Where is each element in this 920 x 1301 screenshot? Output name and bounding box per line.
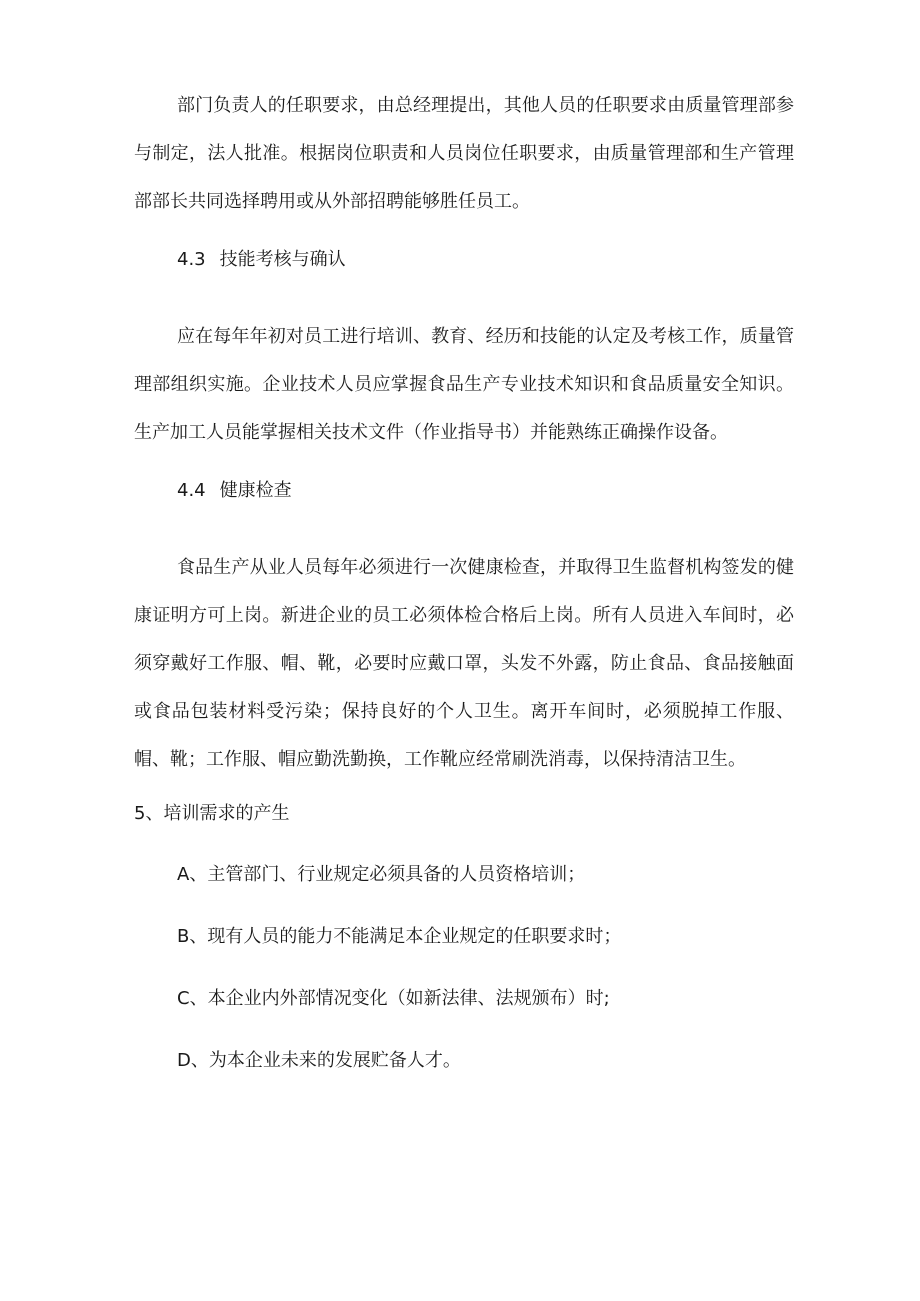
heading-4-3-title: 技能考核与确认 [219,249,346,270]
heading-5: 5、培训需求的产生 [134,803,290,824]
heading-4-4-number: 4.4 [177,480,206,501]
paragraph-health-check: 食品生产从业人员每年必须进行一次健康检查，并取得卫生监督机构签发的健康证明方可上岗。新进企业的员工必须体检合格后上岗。所有人员进入车间时，必须穿戴好工作服、帽、靴，必要时应戴口罩，头发不外露，防止食品、食品接触面或食品包装材料受污染；保持良好的个人卫生。离开车间时，必须脱掉工作服、帽、靴；工作服、帽应勤洗勤换，工作靴应经常刷洗消毒，以保持清洁卫生。 [134,557,794,770]
heading-4-4 [177,477,292,505]
paragraph-job-requirements: 部门负责人的任职要求，由总经理提出，其他人员的任职要求由质量管理部参与制定，法人批准。根据岗位职责和人员岗位任职要求，由质量管理部和生产管理部部长共同选择聘用或从外部招聘能够胜任员工。 [134,95,794,212]
paragraph-skill-assessment: 应在每年年初对员工进行培训、教育、经历和技能的认定及考核工作，质量管理部组织实施。企业技术人员应掌握食品生产专业技术知识和食品质量安全知识。生产加工人员能掌握相关技术文件（作业指导书）并能熟练正确操作设备。 [134,326,794,443]
heading-4-3-number: 4.3 [177,249,206,270]
list-item-c: C、本企业内外部情况变化（如新法律、法规颁布）时; [177,988,610,1009]
list-item-a: A、主管部门、行业规定必须具备的人员资格培训； [177,864,586,885]
list-item-d: D、为本企业未来的发展贮备人才。 [177,1050,461,1071]
list-item-b: B、现有人员的能力不能满足本企业规定的任职要求时； [177,926,622,947]
heading-4-4-title: 健康检查 [219,480,292,501]
heading-4-3 [177,246,346,274]
